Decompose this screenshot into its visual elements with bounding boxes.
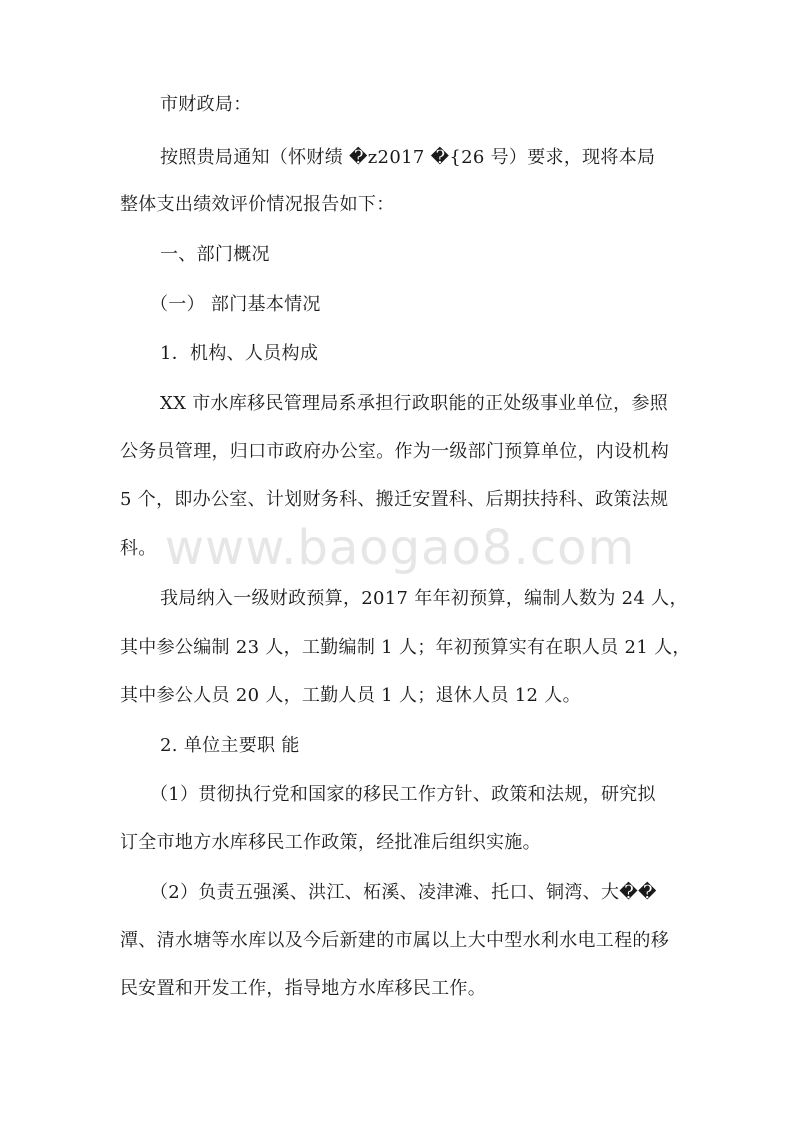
watermark: www.baogao8.com	[164, 520, 636, 576]
section-heading: 一、部门概况	[160, 244, 270, 265]
paragraph-line: （1）贯彻执行党和国家的移民工作方针、政策和法规，研究拟	[150, 784, 656, 805]
paragraph-line: （2）负责五强溪、洪江、柘溪、凌津滩、托口、铜湾、大��	[150, 882, 657, 903]
paragraph-line: 按照贵局通知（怀财绩 �z2017 �{26 号）要求，现将本局	[160, 147, 656, 168]
paragraph-line: 订全市地方水库移民工作政策，经批准后组织实施。	[120, 832, 541, 853]
paragraph-line: 科。	[120, 538, 157, 559]
salutation: 市财政局：	[160, 94, 252, 115]
paragraph-line: 民安置和开发工作，指导地方水库移民工作。	[120, 978, 486, 999]
paragraph-line: 其中参公编制 23 人，工勤编制 1 人；年初预算实有在职人员 21 人，	[120, 637, 691, 658]
paragraph-line: 我局纳入一级财政预算，2017 年年初预算，编制人数为 24 人，	[160, 588, 688, 609]
paragraph-line: XX 市水库移民管理局系承担行政职能的正处级事业单位，参照	[160, 393, 669, 414]
subsection-heading: （一） 部门基本情况	[150, 294, 321, 315]
paragraph-line: 5 个，即办公室、计划财务科、搬迁安置科、后期扶持科、政策法规	[120, 489, 669, 510]
item-heading: 1．机构、人员构成	[160, 343, 319, 364]
paragraph-line: 潭、清水塘等水库以及今后新建的市属以上大中型水利水电工程的移	[120, 930, 669, 951]
paragraph-line: 整体支出绩效评价情况报告如下：	[120, 194, 395, 215]
paragraph-line: 公务员管理，归口市政府办公室。作为一级部门预算单位，内设机构	[120, 441, 669, 462]
paragraph-line: 其中参公人员 20 人，工勤人员 1 人；退休人员 12 人。	[120, 685, 581, 706]
item-heading: 2. 单位主要职 能	[160, 735, 300, 756]
